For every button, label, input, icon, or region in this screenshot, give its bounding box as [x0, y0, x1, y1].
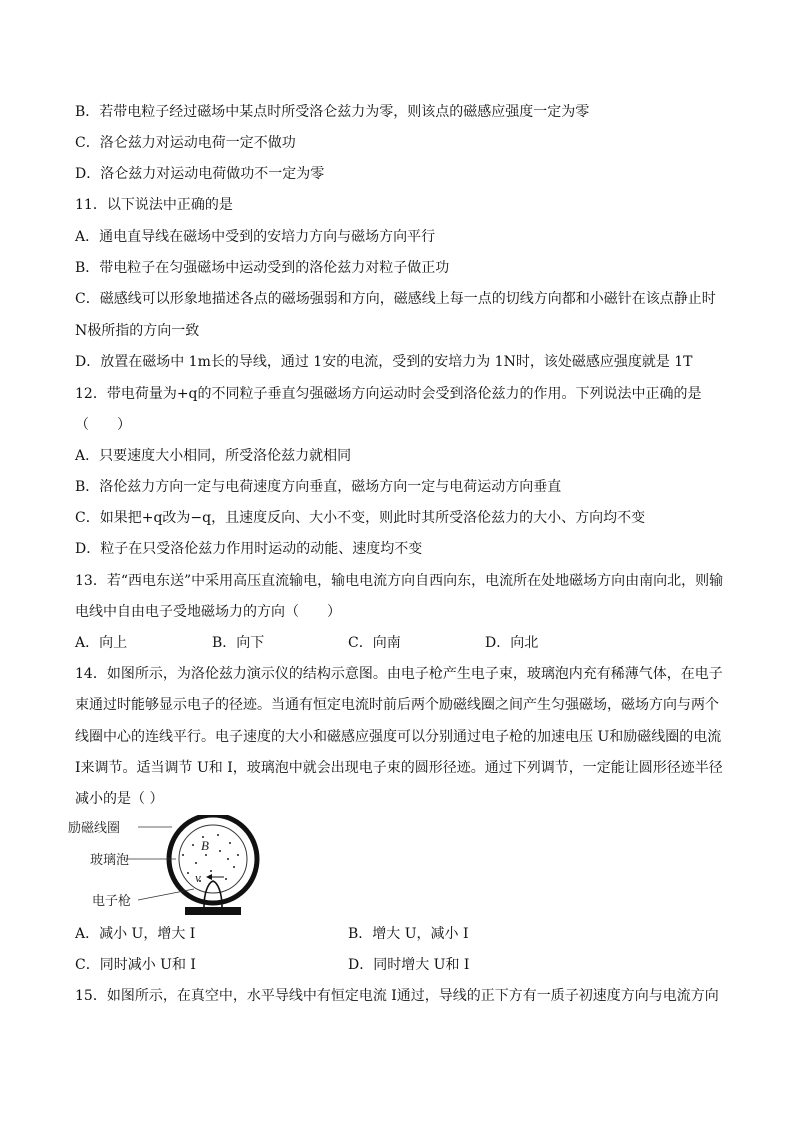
q13-option-d: D．向北: [485, 635, 539, 651]
q14-option-d: D．同时增大 U和 I: [348, 957, 470, 973]
q13-stem-line2: 电线中自由电子受地磁场力的方向（ ）: [75, 604, 341, 620]
q12-option-c: C．如果把+q改为−q，且速度反向、大小不变，则此时其所受洛伦兹力的大小、方向均不变: [75, 510, 646, 526]
q10-option-c: C．洛仑兹力对运动电荷一定不做功: [75, 135, 296, 151]
q11-stem: 11．以下说法中正确的是: [75, 197, 233, 213]
q14-stem-line5: 减小的是（ ）: [75, 791, 164, 807]
field-symbol-b: B: [201, 838, 209, 853]
q14-option-c: C．同时减小 U和 I: [75, 957, 196, 973]
q14-stem-line2: 束通过时能够显示电子的径迹。当通有恒定电流时前后两个励磁线圈之间产生匀强磁场，磁场方向与两个: [75, 697, 719, 713]
bulb-label: 玻璃泡: [90, 853, 130, 868]
q12-option-d: D．粒子在只受洛伦兹力作用时运动的动能、速度均不变: [75, 541, 423, 557]
q10-option-d: D．洛仑兹力对运动电荷做功不一定为零: [75, 166, 325, 182]
q12-option-b: B．洛伦兹力方向一定与电荷速度方向垂直，磁场方向一定与电荷运动方向垂直: [75, 479, 562, 495]
coil-label: 励磁线圈: [68, 821, 121, 836]
stand-base: [185, 907, 241, 915]
q13-option-a: A．向上: [75, 635, 128, 651]
q14-stem-line4: I来调节。适当调节 U和 I，玻璃泡中就会出现电子束的圆形径迹。通过下列调节，一定能让圆形径迹半径: [75, 760, 723, 776]
q14-option-b: B．增大 U，减小 I: [348, 926, 469, 942]
q14-option-a: A．减小 U，增大 I: [75, 926, 196, 942]
gun-label: 电子枪: [92, 894, 132, 909]
q11-option-c-line2: N极所指的方向一致: [75, 323, 200, 339]
q12-option-a: A．只要速度大小相同，所受洛伦兹力就相同: [75, 448, 352, 464]
q15-stem-line1: 15．如图所示，在真空中，水平导线中有恒定电流 I通过，导线的正下方有一质子初速度方向与电流方向: [75, 988, 719, 1004]
q13-stem-line1: 13．若“西电东送”中采用高压直流输电，输电电流方向自西向东，电流所在处地磁场方向由南向北，则输: [75, 573, 724, 589]
excitation-coil: [169, 815, 257, 903]
q13-option-c: C．向南: [348, 635, 401, 651]
q11-option-d: D．放置在磁场中 1m长的导线，通过 1安的电流，受到的安培力为 1N时，该处磁感应强度就是 1T: [75, 354, 693, 370]
q13-option-b: B．向下: [212, 635, 265, 651]
q14-stem-line3: 线圈中心的连线平行。电子速度的大小和磁感应强度可以分别通过电子枪的加速电压 U和励磁线圈的电流: [75, 729, 722, 745]
glass-bulb: [179, 825, 247, 893]
q11-option-a: A．通电直导线在磁场中受到的安培力方向与磁场方向平行: [75, 229, 436, 245]
q11-option-c-line1: C．磁感线可以形象地描述各点的磁场强弱和方向，磁感线上每一点的切线方向都和小磁针在该点静止时: [75, 291, 716, 307]
q12-answer-blank: （ ）: [75, 417, 131, 433]
velocity-symbol-v: v: [195, 870, 201, 885]
q14-stem-line1: 14．如图所示，为洛伦兹力演示仪的结构示意图。由电子枪产生电子束，玻璃泡内充有稀薄气体，在电子: [75, 666, 723, 682]
q12-stem: 12．带电荷量为+q的不同粒子垂直匀强磁场方向运动时会受到洛伦兹力的作用。下列说法中正确的是: [75, 386, 702, 402]
q11-option-b: B．带电粒子在匀强磁场中运动受到的洛伦兹力对粒子做正功: [75, 260, 450, 276]
lorentz-demonstrator-figure: [68, 815, 268, 920]
q10-option-b: B．若带电粒子经过磁场中某点时所受洛仑兹力为零，则该点的磁感应强度一定为零: [75, 104, 590, 120]
